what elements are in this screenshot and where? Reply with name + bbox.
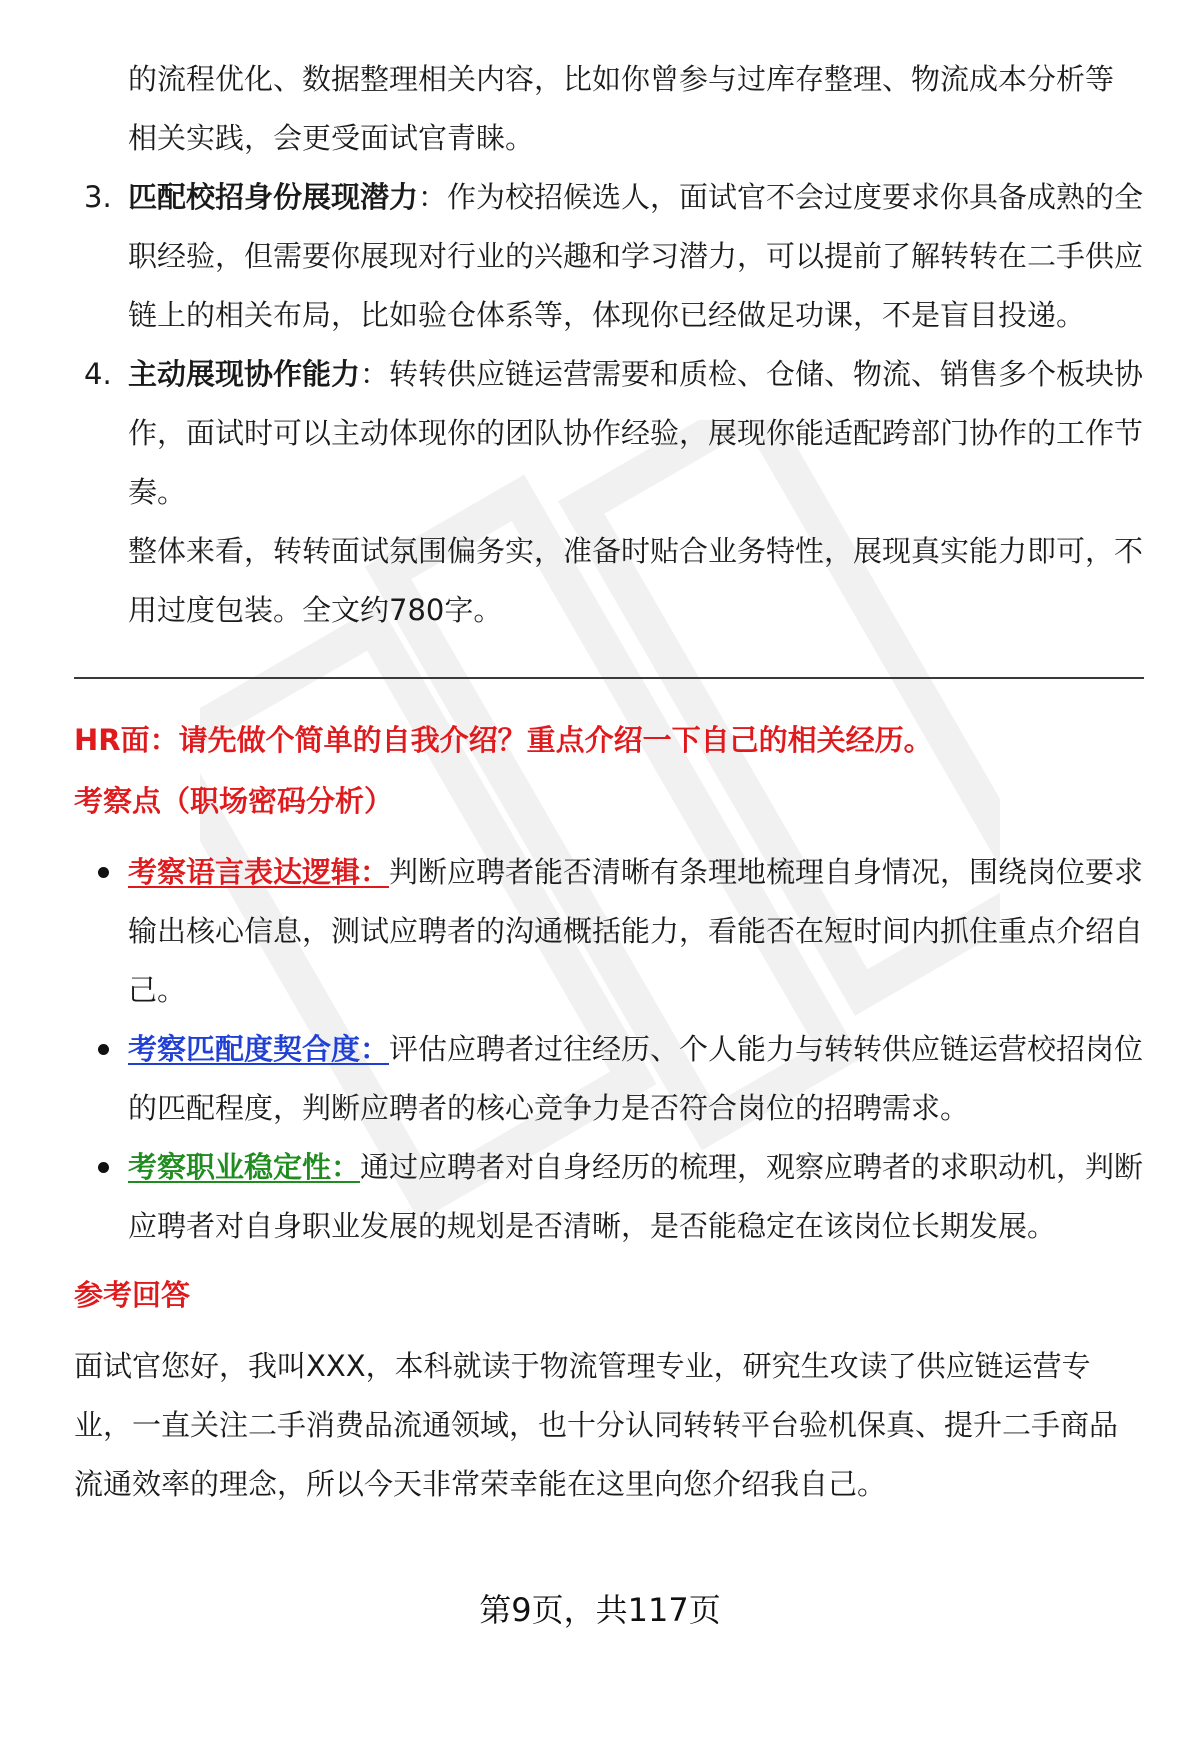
tip-number: 3. bbox=[84, 180, 112, 214]
tip-title: 主动展现协作能力 bbox=[128, 357, 361, 391]
analysis-point-fit bbox=[74, 1020, 1144, 1138]
tip-body: 转转供应链运营需要和质检、仓储、物流、销售多个板块协作，面试时可以主动体现你的团队协作经验，展现你能适配跨部门协作的工作节奏。 bbox=[128, 357, 1144, 509]
tip-separator: ： bbox=[418, 180, 448, 214]
tip-number: 4. bbox=[84, 357, 112, 391]
continuation-line-1: 的流程优化、数据整理相关内容，比如你曾参与过库存整理、物流成本分析等 bbox=[128, 62, 1115, 96]
reference-heading: 参考回答 bbox=[74, 1278, 191, 1312]
tip-title: 匹配校招身份展现潜力 bbox=[128, 180, 419, 214]
bullet-dot-icon bbox=[98, 1044, 109, 1055]
analysis-keyword: 考察语言表达逻辑： bbox=[128, 855, 390, 889]
analysis-body: 评估应聘者过往经历、个人能力与转转供应链运营校招岗位的匹配程度，判断应聘者的核心竞争力是否符合岗位的招聘需求。 bbox=[128, 1032, 1144, 1125]
analysis-body: 通过应聘者对自身经历的梳理，观察应聘者的求职动机，判断应聘者对自身职业发展的规划是否清晰，是否能稳定在该岗位长期发展。 bbox=[128, 1150, 1144, 1243]
analysis-point-stability bbox=[74, 1138, 1144, 1256]
analysis-keyword: 考察职业稳定性： bbox=[128, 1150, 361, 1184]
document-body bbox=[74, 50, 1144, 1514]
analysis-keyword: 考察匹配度契合度： bbox=[128, 1032, 390, 1066]
reference-answer: 面试官您好，我叫XXX，本科就读于物流管理专业，研究生攻读了供应链运营专业，一直关注二手消费品流通领域，也十分认同转转平台验机保真、提升二手商品流通效率的理念，所以今天非常荣幸能在这里向您介绍我自己。 bbox=[74, 1349, 1119, 1501]
tip-item-3 bbox=[74, 168, 1144, 345]
tip-separator: ： bbox=[360, 357, 390, 391]
bullet-dot-icon bbox=[98, 867, 109, 878]
summary-paragraph: 整体来看，转转面试氛围偏务实，准备时贴合业务特性，展现真实能力即可，不用过度包装。全文约780字。 bbox=[128, 534, 1144, 627]
analysis-body: 判断应聘者能否清晰有条理地梳理自身情况，围绕岗位要求输出核心信息，测试应聘者的沟通概括能力，看能否在短时间内抓住重点介绍自己。 bbox=[128, 855, 1144, 1007]
tip-body: 作为校招候选人，面试官不会过度要求你具备成熟的全职经验，但需要你展现对行业的兴趣和学习潜力，可以提前了解转转在二手供应链上的相关布局，比如验仓体系等，体现你已经做足功课，不是盲目投递。 bbox=[128, 180, 1144, 332]
bullet-dot-icon bbox=[98, 1162, 109, 1173]
analysis-point-logic bbox=[74, 843, 1144, 1020]
analysis-heading: 考察点（职场密码分析） bbox=[74, 784, 394, 818]
interview-question: HR面：请先做个简单的自我介绍？重点介绍一下自己的相关经历。 bbox=[74, 723, 933, 757]
tip-item-4 bbox=[74, 345, 1144, 522]
continuation-line-2: 相关实践，会更受面试官青睐。 bbox=[128, 121, 535, 155]
section-divider bbox=[74, 677, 1144, 679]
page-footer: 第9页，共117页 bbox=[479, 1591, 721, 1629]
